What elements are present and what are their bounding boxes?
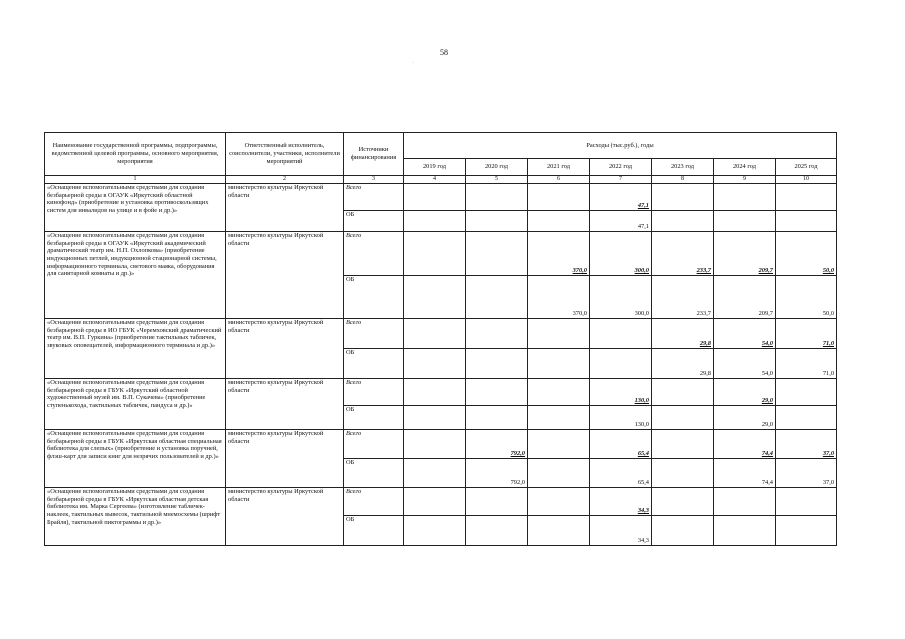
source-ob: ОБ bbox=[344, 276, 404, 319]
ob-value bbox=[776, 406, 837, 430]
ob-value: 29,8 bbox=[652, 349, 714, 379]
ob-value bbox=[404, 516, 466, 546]
ob-value: 65,4 bbox=[590, 459, 652, 488]
header-year: 2020 год bbox=[466, 159, 528, 176]
source-ob: ОБ bbox=[344, 349, 404, 379]
table-row bbox=[45, 488, 837, 516]
ob-value: 370,0 bbox=[528, 276, 590, 319]
column-number: 8 bbox=[652, 176, 714, 184]
table-row bbox=[45, 184, 837, 211]
ob-value: 130,0 bbox=[590, 406, 652, 430]
source-ob: ОБ bbox=[344, 211, 404, 232]
executor: министерство культуры Иркутской области bbox=[226, 379, 344, 430]
measure-name: «Оснащение вспомогательными средствами для создания безбарьерной среды в ГБУК «Иркутский областной художественный музей им. В.П. Сукачева» (приобретение ступенькохода, тактильных табличек, пандуса и др.)» bbox=[45, 379, 226, 430]
total-value bbox=[528, 379, 590, 406]
ob-value bbox=[466, 406, 528, 430]
total-value bbox=[528, 430, 590, 459]
measure-name: «Оснащение вспомогательными средствами для создания безбарьерной среды в ОГАУК «Иркутский областной кинофонд» (приобретение и установка противоскользящих систем для инвалидов на улице и в фойе и др.)» bbox=[45, 184, 226, 232]
ob-value bbox=[714, 516, 776, 546]
total-value bbox=[466, 319, 528, 349]
source-total: Всего bbox=[344, 430, 404, 459]
ob-value bbox=[466, 516, 528, 546]
total-value: 50,0 bbox=[776, 232, 837, 276]
source-total: Всего bbox=[344, 379, 404, 406]
total-value bbox=[714, 488, 776, 516]
source-total: Всего bbox=[344, 232, 404, 276]
total-value bbox=[404, 184, 466, 211]
source-ob: ОБ bbox=[344, 406, 404, 430]
page-number: 58 bbox=[440, 48, 448, 57]
executor: министерство культуры Иркутской области bbox=[226, 319, 344, 379]
ob-value bbox=[776, 516, 837, 546]
total-value: 65,4 bbox=[590, 430, 652, 459]
ob-value: 300,0 bbox=[590, 276, 652, 319]
column-number: 10 bbox=[776, 176, 837, 184]
total-value bbox=[590, 319, 652, 349]
column-number: 9 bbox=[714, 176, 776, 184]
measure-name: «Оснащение вспомогательными средствами для создания безбарьерной среды в ОГАУК «Иркутский академический драматический театр им. Н.П. Охлопкова» (приобретение индукционных петлей, индукционной стационарной системы, информационного терминала, светового маяка, оборудования для санитарной комнаты и др.)» bbox=[45, 232, 226, 319]
source-total: Всего bbox=[344, 184, 404, 211]
header-year: 2021 год bbox=[528, 159, 590, 176]
ob-value bbox=[404, 276, 466, 319]
ob-value bbox=[404, 211, 466, 232]
total-value bbox=[466, 232, 528, 276]
total-value bbox=[466, 184, 528, 211]
total-value: 792,0 bbox=[466, 430, 528, 459]
header-year: 2019 год bbox=[404, 159, 466, 176]
ob-value bbox=[528, 349, 590, 379]
header-expenses: Расходы (тыс.руб.), годы bbox=[404, 133, 837, 159]
total-value bbox=[776, 488, 837, 516]
measure-name: «Оснащение вспомогательными средствами для создания безбарьерной среды в ИО ГБУК «Черемховский драматический театр им. В.П. Гуркина» (приобретение тактильных табличек, звуковых оповещателей, информационного терминала и др.)» bbox=[45, 319, 226, 379]
executor: министерство культуры Иркутской области bbox=[226, 184, 344, 232]
source-ob: ОБ bbox=[344, 516, 404, 546]
total-value bbox=[528, 488, 590, 516]
ob-value: 209,7 bbox=[714, 276, 776, 319]
total-value bbox=[404, 430, 466, 459]
executor: министерство культуры Иркутской области bbox=[226, 488, 344, 546]
column-number: 3 bbox=[344, 176, 404, 184]
total-value bbox=[466, 488, 528, 516]
ob-value: 34,3 bbox=[590, 516, 652, 546]
ob-value bbox=[652, 459, 714, 488]
header-year: 2023 год bbox=[652, 159, 714, 176]
header-executor: Ответственный исполнитель, соисполнители, участники, исполнители мероприятий bbox=[226, 133, 344, 176]
total-value bbox=[776, 184, 837, 211]
total-value: 29,8 bbox=[652, 319, 714, 349]
total-value bbox=[404, 319, 466, 349]
total-value: 74,4 bbox=[714, 430, 776, 459]
total-value bbox=[652, 184, 714, 211]
ob-value: 792,0 bbox=[466, 459, 528, 488]
ob-value bbox=[528, 516, 590, 546]
ob-value bbox=[714, 211, 776, 232]
column-number: 1 bbox=[45, 176, 226, 184]
table-row bbox=[45, 430, 837, 459]
total-value bbox=[652, 379, 714, 406]
column-number: 7 bbox=[590, 176, 652, 184]
total-value: 71,0 bbox=[776, 319, 837, 349]
ob-value: 54,0 bbox=[714, 349, 776, 379]
ob-value: 50,0 bbox=[776, 276, 837, 319]
ob-value bbox=[528, 211, 590, 232]
total-value bbox=[528, 184, 590, 211]
ob-value bbox=[466, 276, 528, 319]
total-value bbox=[404, 232, 466, 276]
header-year: 2024 год bbox=[714, 159, 776, 176]
ob-value bbox=[466, 211, 528, 232]
column-number: 6 bbox=[528, 176, 590, 184]
ob-value bbox=[404, 406, 466, 430]
total-value: 37,0 bbox=[776, 430, 837, 459]
table-row bbox=[45, 379, 837, 406]
header-year: 2025 год bbox=[776, 159, 837, 176]
budget-table bbox=[44, 132, 837, 546]
header-year: 2022 год bbox=[590, 159, 652, 176]
source-total: Всего bbox=[344, 319, 404, 349]
ob-value bbox=[652, 406, 714, 430]
total-value: 29,0 bbox=[714, 379, 776, 406]
total-value: 34,3 bbox=[590, 488, 652, 516]
total-value bbox=[652, 488, 714, 516]
ob-value: 233,7 bbox=[652, 276, 714, 319]
column-number: 4 bbox=[404, 176, 466, 184]
column-number: 5 bbox=[466, 176, 528, 184]
total-value: 54,0 bbox=[714, 319, 776, 349]
measure-name: «Оснащение вспомогательными средствами для создания безбарьерной среды в ГБУК «Иркутская областная специальная библиотека для слепых» (приобретение и установка поручней, флэш-карт для записи книг для незрячих пользователей и др.)» bbox=[45, 430, 226, 488]
total-value bbox=[466, 379, 528, 406]
source-total: Всего bbox=[344, 488, 404, 516]
ob-value: 71,0 bbox=[776, 349, 837, 379]
total-value: 130,0 bbox=[590, 379, 652, 406]
table-row bbox=[45, 232, 837, 276]
total-value bbox=[652, 430, 714, 459]
ob-value bbox=[652, 516, 714, 546]
ob-value bbox=[466, 349, 528, 379]
total-value: 233,7 bbox=[652, 232, 714, 276]
column-number: 2 bbox=[226, 176, 344, 184]
total-value bbox=[776, 379, 837, 406]
ob-value bbox=[528, 459, 590, 488]
total-value bbox=[714, 184, 776, 211]
total-value bbox=[404, 488, 466, 516]
ob-value bbox=[776, 211, 837, 232]
header-name: Наименование государственной программы, подпрограммы, ведомственной целевой программы, основного мероприятия, мероприятия bbox=[45, 133, 226, 176]
ob-value bbox=[528, 406, 590, 430]
ob-value: 37,0 bbox=[776, 459, 837, 488]
ob-value: 29,0 bbox=[714, 406, 776, 430]
ob-value bbox=[404, 349, 466, 379]
total-value: 47,1 bbox=[590, 184, 652, 211]
ob-value bbox=[590, 349, 652, 379]
table-row bbox=[45, 319, 837, 349]
source-ob: ОБ bbox=[344, 459, 404, 488]
total-value: 209,7 bbox=[714, 232, 776, 276]
scan-speck: · bbox=[412, 60, 414, 66]
header-sources: Источники финансирования bbox=[344, 133, 404, 176]
ob-value bbox=[652, 211, 714, 232]
ob-value bbox=[404, 459, 466, 488]
total-value: 370,0 bbox=[528, 232, 590, 276]
executor: министерство культуры Иркутской области bbox=[226, 430, 344, 488]
executor: министерство культуры Иркутской области bbox=[226, 232, 344, 319]
ob-value: 74,4 bbox=[714, 459, 776, 488]
total-value bbox=[528, 319, 590, 349]
ob-value: 47,1 bbox=[590, 211, 652, 232]
total-value: 300,0 bbox=[590, 232, 652, 276]
measure-name: «Оснащение вспомогательными средствами для создания безбарьерной среды в ГБУК «Иркутская областная детская библиотека им. Марка Сергеева» (изготовление табличек-наклеек, тактильных вывесок, тактильной мнемосхемы (шрифт Брайля), тактильной пиктограммы и др.)» bbox=[45, 488, 226, 546]
total-value bbox=[404, 379, 466, 406]
